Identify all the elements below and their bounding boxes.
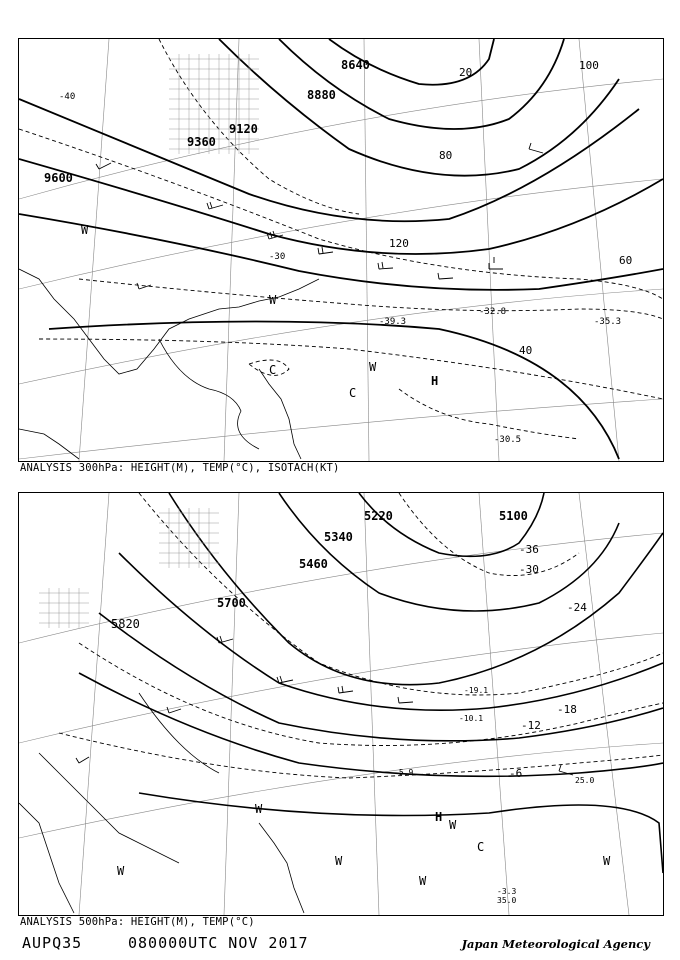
graticule bbox=[19, 39, 663, 461]
station-value: -19.1 bbox=[464, 686, 489, 695]
warm-center-label: W bbox=[449, 818, 457, 832]
isotherms bbox=[19, 39, 663, 439]
wind-barbs bbox=[76, 636, 573, 775]
station-value: 25.0 bbox=[575, 776, 595, 785]
height-label: 9360 bbox=[187, 135, 216, 149]
temp-label: -39.3 bbox=[379, 317, 407, 327]
height-label: 5220 bbox=[364, 509, 393, 523]
warm-center-label: W bbox=[269, 293, 277, 307]
warm-center-label: W bbox=[117, 864, 125, 878]
map-500hpa bbox=[18, 492, 664, 916]
isotach-label: 120 bbox=[389, 237, 409, 250]
temp-label: -40 bbox=[59, 92, 76, 102]
height-label: 8880 bbox=[307, 88, 336, 102]
isotherm-label: -12 bbox=[521, 719, 541, 732]
height-label: 5820 bbox=[111, 617, 140, 631]
warm-center-label: W bbox=[603, 854, 611, 868]
caption-300hpa: ANALYSIS 300hPa: HEIGHT(M), TEMP(°C), ISOTACH(KT) bbox=[20, 462, 340, 474]
agency-name: Japan Meteorological Agency bbox=[461, 937, 650, 951]
warm-center-label: W bbox=[81, 223, 89, 237]
pressure-centers bbox=[81, 223, 438, 400]
cold-center-label: C bbox=[269, 363, 277, 377]
temp-label-group bbox=[509, 543, 587, 780]
cold-center-label: C bbox=[477, 840, 485, 854]
temp-label-group bbox=[59, 92, 621, 445]
height-label: 5340 bbox=[324, 530, 353, 544]
high-pressure-label: H bbox=[435, 810, 443, 824]
station-value: 35.0 bbox=[497, 896, 517, 905]
temp-label: -32.8 bbox=[479, 307, 507, 317]
isotherm-label: -36 bbox=[519, 543, 539, 556]
station-value: -3.3 bbox=[497, 887, 517, 896]
cold-center-label: C bbox=[349, 386, 357, 400]
temp-label: -30.5 bbox=[494, 435, 522, 445]
station-value: -5.9 bbox=[394, 768, 414, 777]
warm-center-label: W bbox=[419, 874, 427, 888]
map-300hpa-canvas bbox=[19, 39, 663, 461]
height-label: 9600 bbox=[44, 171, 73, 185]
height-contours bbox=[19, 39, 663, 459]
isotach-label: 40 bbox=[519, 344, 533, 357]
isotach-label: 20 bbox=[459, 66, 473, 79]
isotach-label: 80 bbox=[439, 149, 453, 162]
height-label-group bbox=[111, 509, 528, 631]
high-pressure-label: H bbox=[431, 374, 439, 388]
isotherm-label: -6 bbox=[509, 767, 523, 780]
isotherm-label: -24 bbox=[567, 601, 587, 614]
analysis-time: 080000UTC NOV 2017 bbox=[128, 934, 309, 952]
warm-center-label: W bbox=[335, 854, 343, 868]
isotherm-label: -18 bbox=[557, 703, 577, 716]
height-label: 5700 bbox=[217, 596, 246, 610]
station-values bbox=[394, 686, 594, 905]
map-300hpa bbox=[18, 38, 664, 462]
station-value: -10.1 bbox=[459, 714, 484, 723]
height-label: 8640 bbox=[341, 58, 370, 72]
map-500hpa-canvas bbox=[19, 493, 663, 915]
height-label: 9120 bbox=[229, 122, 258, 136]
caption-500hpa: ANALYSIS 500hPa: HEIGHT(M), TEMP(°C) bbox=[20, 916, 255, 928]
isotach-label: 60 bbox=[619, 254, 633, 267]
warm-center-label: W bbox=[255, 802, 263, 816]
wind-barbs bbox=[96, 143, 543, 289]
isotach-label: 100 bbox=[579, 59, 599, 72]
chart-code: AUPQ35 bbox=[22, 934, 83, 952]
height-label: 5460 bbox=[299, 557, 328, 571]
height-label: 5100 bbox=[499, 509, 528, 523]
warm-center-label: W bbox=[369, 360, 377, 374]
temp-label: -35.3 bbox=[594, 317, 622, 327]
isotherm-label: -30 bbox=[519, 563, 539, 576]
temp-label: -30 bbox=[269, 252, 286, 262]
jet-core-hatch bbox=[39, 508, 219, 628]
